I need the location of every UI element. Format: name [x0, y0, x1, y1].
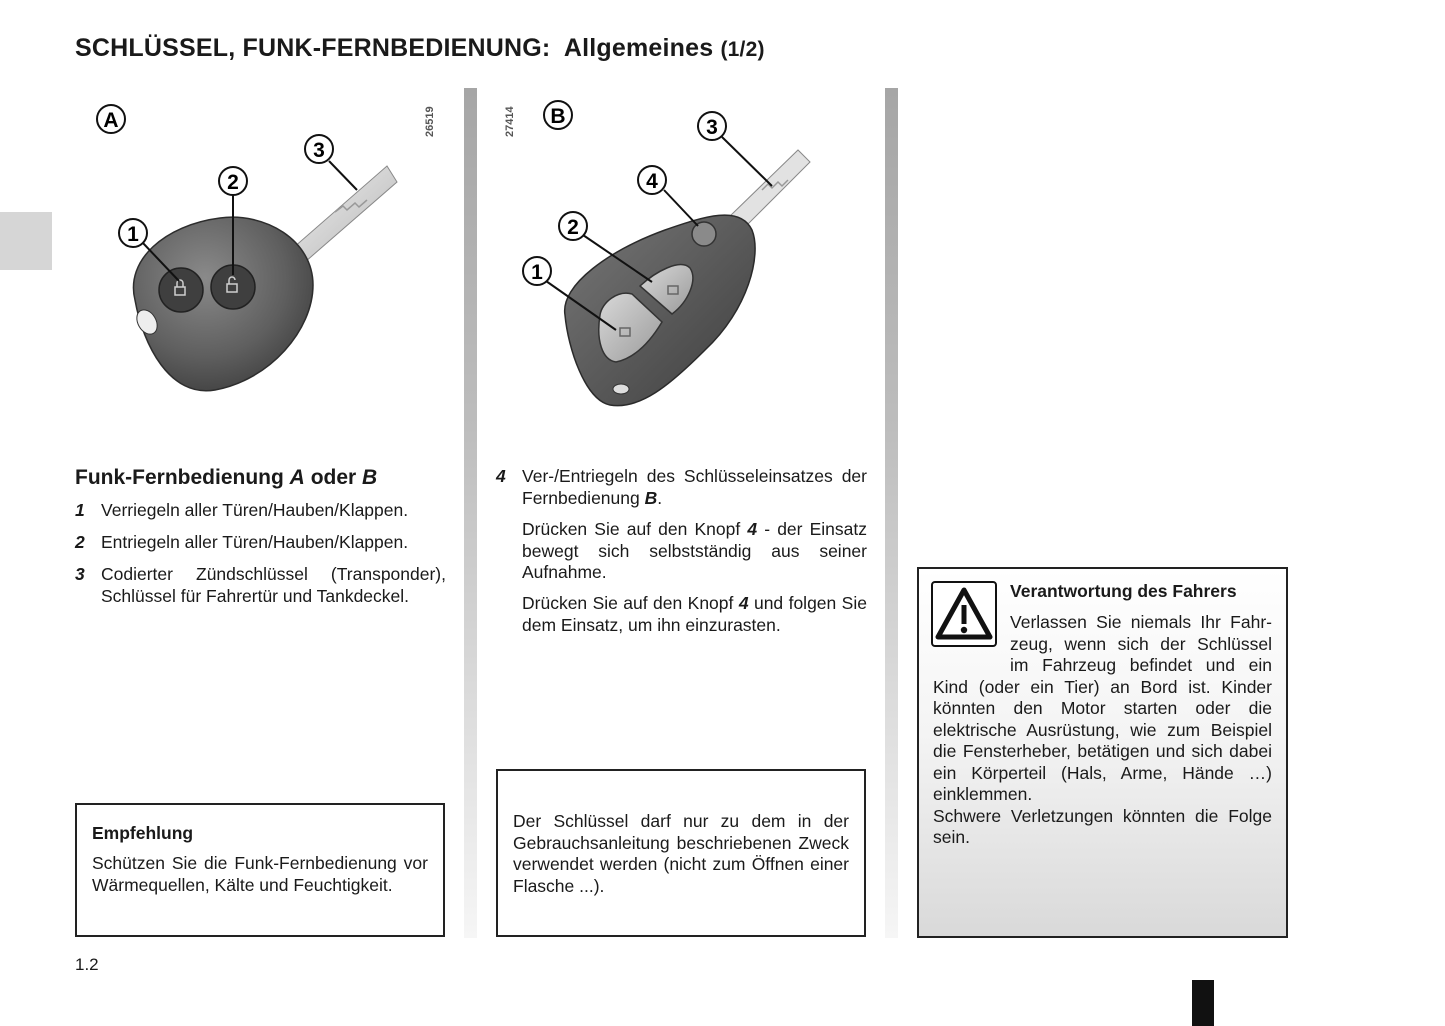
callout-b-3: 3	[706, 116, 718, 139]
remote-function-list	[75, 500, 447, 620]
warning-text: Kind (oder ein Tier) an Bord ist. Kinder könnten den Motor starten oder die elektrische Ausrüstung, wie zum Beispiel die Fensterheber, betätigen und sich dabei ein Körperteil (Hals, Arme, Hände …) einklemmen.	[933, 676, 1272, 804]
callout-b-4: 4	[646, 170, 658, 193]
list-item-number: 2	[75, 532, 85, 552]
list-item-number: 3	[75, 564, 85, 584]
figure-b-code: 27414	[504, 106, 516, 137]
column-divider-right	[885, 88, 898, 938]
title-main: SCHLÜSSEL, FUNK-FERNBEDIENUNG:	[75, 34, 551, 62]
warning-consequence: Schwere Verletzungen könnten die Folge sein.	[933, 805, 1272, 847]
blade-release-button-shape	[692, 222, 716, 246]
item-4-block	[496, 466, 868, 646]
heading-label-b: B	[362, 466, 378, 489]
warning-icon	[931, 581, 997, 647]
edge-marker	[1192, 980, 1214, 1026]
list-item-text: Verriegeln aller Türen/Hauben/Klappen.	[101, 500, 409, 520]
figure-a-label: A	[103, 109, 119, 132]
recommendation-box	[75, 803, 445, 937]
list-item-text	[522, 466, 867, 509]
key-remote-a-illustration	[75, 90, 455, 430]
warning-line-3: im Fahrzeug befindet und ein	[1010, 655, 1272, 675]
figure-a-code: 26519	[424, 106, 436, 137]
heading-label-a: A	[289, 466, 305, 489]
list-item-number: 1	[75, 500, 85, 520]
paragraph-text: Drücken Sie auf den Knopf	[522, 519, 741, 539]
column-divider-left	[464, 88, 477, 938]
page-number: 1.2	[75, 955, 99, 974]
list-item-text: Codierter Zündschlüssel (Transponder), Schlüssel für Fahrertür und Tankdeckel.	[101, 564, 446, 606]
note-text: Der Schlüssel darf nur zu dem in der Gebrauchsanleitung beschriebenen Zweck verwendet werden (nicht zum Öffnen einer Flasche ...).	[513, 811, 849, 896]
item-4-text: Ver-/Entriegeln des Schlüsseleinsatzes der Fernbedienung	[522, 466, 867, 508]
item-4-paragraph-2	[522, 593, 867, 636]
item-4-paragraph-1	[522, 519, 867, 584]
item-4-period: .	[657, 487, 663, 508]
warning-box	[917, 567, 1288, 938]
warning-line-2: zeug, wenn sich der Schlüssel	[1010, 633, 1272, 654]
callout-a-1: 1	[127, 223, 139, 246]
section-heading	[75, 466, 377, 490]
list-item-number: 4	[496, 466, 506, 486]
recommendation-title: Empfehlung	[92, 823, 194, 843]
heading-mid: oder	[310, 466, 357, 489]
heading-prefix: Funk-Fernbedienung	[75, 466, 284, 489]
button-number: 4	[747, 519, 758, 539]
title-sub: Allgemeines	[563, 34, 714, 62]
figure-b-label: B	[550, 105, 566, 128]
lock-button-shape	[159, 268, 203, 312]
recommendation-text: Schützen Sie die Funk-Fernbedienung vor Wärmequellen, Kälte und Feuchtigkeit.	[92, 853, 428, 895]
paragraph-text: - der Einsatz bewegt sich selbstständig aus seiner Aufnahme.	[522, 519, 867, 582]
chapter-tab	[0, 212, 52, 270]
key-remote-b-illustration	[490, 90, 880, 430]
warning-title: Verantwortung des Fahrers	[1010, 581, 1237, 601]
page-title	[75, 34, 765, 63]
callout-a-2: 2	[227, 171, 239, 194]
item-4-label-b: B	[644, 487, 658, 508]
paragraph-text: und folgen Sie dem Einsatz, um ihn einzurasten.	[522, 593, 867, 635]
title-page-indicator: (1/2)	[720, 38, 765, 61]
warning-line-1: Verlassen Sie niemals Ihr Fahr-	[1010, 612, 1272, 632]
callout-b-1: 1	[531, 261, 543, 284]
callout-a-3: 3	[313, 139, 325, 162]
figure-a	[75, 90, 455, 430]
list-item-text: Entriegeln aller Türen/Hauben/Klappen.	[101, 532, 409, 552]
paragraph-text: Drücken Sie auf den Knopf	[522, 593, 734, 613]
figure-b	[490, 90, 880, 430]
callout-b-2: 2	[567, 216, 579, 239]
note-box	[496, 769, 866, 937]
button-number: 4	[738, 593, 749, 613]
